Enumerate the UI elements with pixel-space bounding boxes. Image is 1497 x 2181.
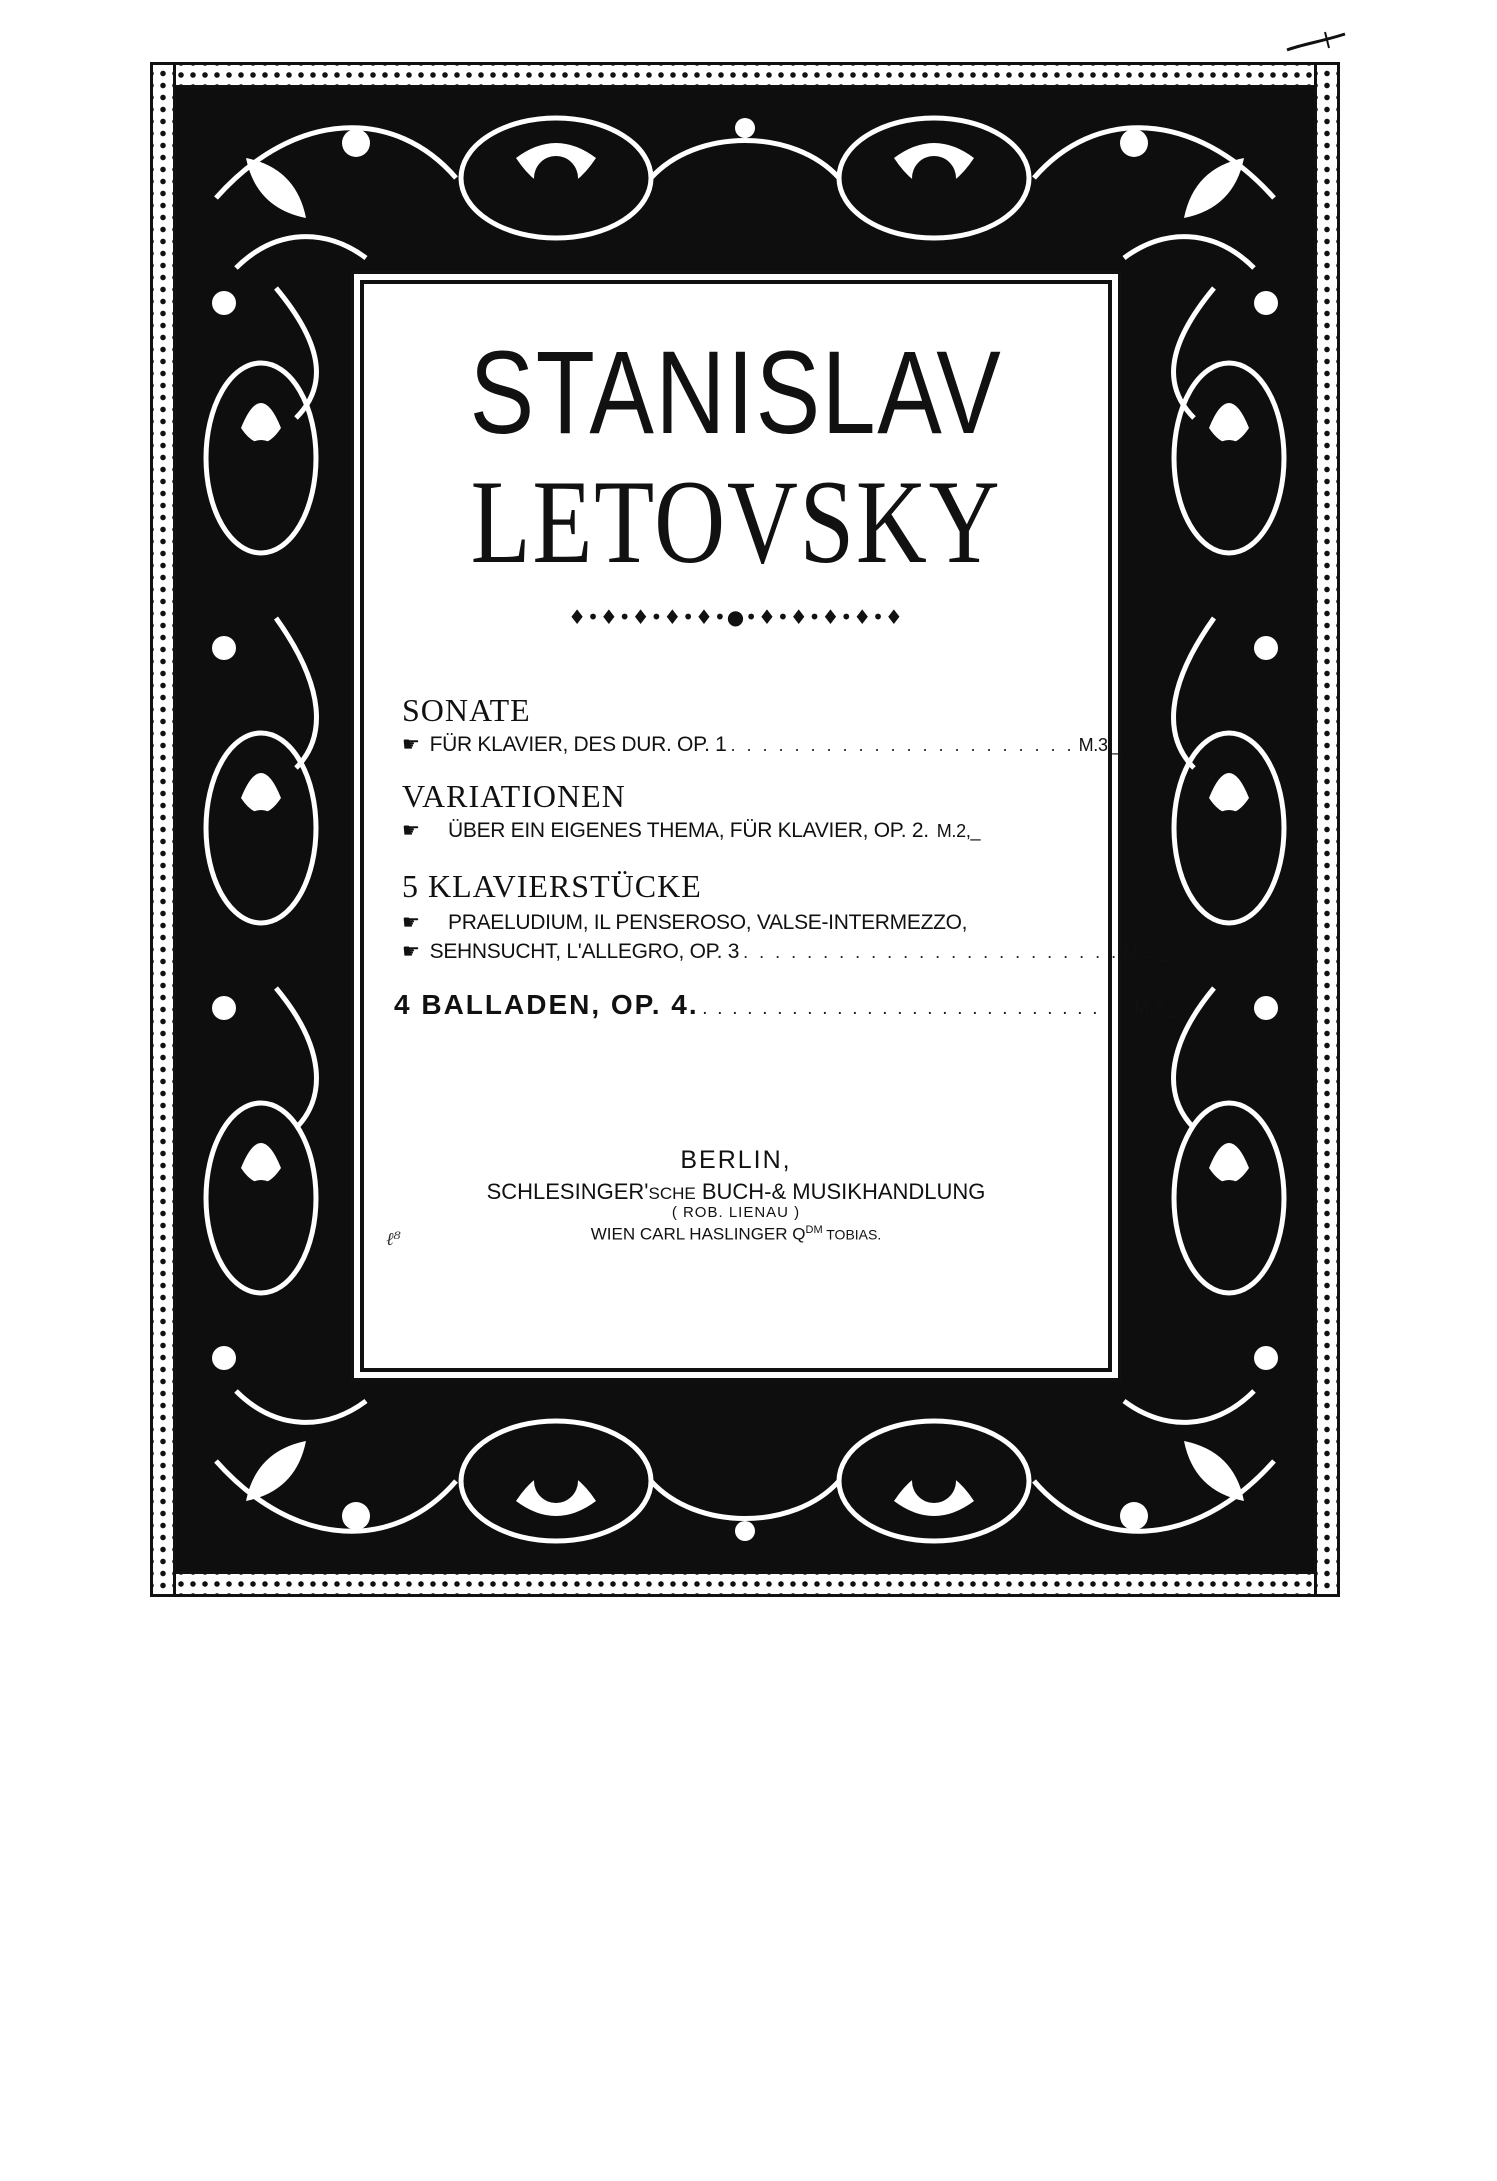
publisher-note: ( ROB. LIENAU ) bbox=[671, 1204, 801, 1221]
pointing-hand-icon: ☛ bbox=[402, 818, 420, 842]
work-title-sonate: SONATE bbox=[402, 692, 531, 728]
price: M.2,_ bbox=[1123, 942, 1167, 962]
price: M.2,_ bbox=[936, 821, 981, 841]
price: M.3,_ bbox=[1078, 735, 1123, 755]
pointing-hand-icon: ☛ bbox=[402, 939, 420, 963]
work-line: ☛ FÜR KLAVIER, DES DUR. OP. 1 . . . . . . . . . . . . . . . . . . . . . . M.3,_ bbox=[402, 732, 1123, 756]
handwritten-mark: ℓ⁸ bbox=[386, 1229, 401, 1250]
pointing-hand-icon: ☛ bbox=[402, 732, 420, 756]
work-line: ☛ PRAELUDIUM, IL PENSEROSO, VALSE-INTERMEZZO, bbox=[402, 910, 968, 934]
ornamental-divider: ♦•♦•♦•♦•♦•●•♦•♦•♦•♦•♦ bbox=[568, 605, 904, 629]
work-line: ☛ ÜBER EIN EIGENES THEMA, FÜR KLAVIER, OP. 2. M.2,_ bbox=[402, 818, 981, 842]
ink-scribble-mark bbox=[1285, 28, 1355, 58]
work-title-variationen: VARIATIONEN bbox=[402, 778, 626, 814]
publisher-name: SCHLESINGER'SCHE BUCH-& MUSIKHANDLUNG bbox=[486, 1179, 986, 1204]
title-panel bbox=[360, 280, 1180, 1372]
work-title-balladen: 4 BALLADEN, OP. 4. . . . . . . . . . . . . . . . . . . . . . . . . . . . . . M.3,_ bbox=[394, 989, 1180, 1020]
publisher-city: BERLIN, bbox=[680, 1146, 792, 1174]
price: M.3,_ bbox=[1134, 998, 1180, 1018]
composer-last-name: LETOVSKY bbox=[470, 455, 1002, 588]
pointing-hand-icon: ☛ bbox=[402, 910, 420, 934]
composer-first-name: STANISLAV bbox=[469, 327, 1003, 459]
work-title-klavierstuecke: 5 KLAVIERSTÜCKE bbox=[402, 868, 702, 904]
publisher-vienna: WIEN CARL HASLINGER $Q^{DM}$ TOBIAS. bbox=[590, 1224, 882, 1244]
work-line: ☛ SEHNSUCHT, L'ALLEGRO, OP. 3 . . . . . . . . . . . . . . . . . . . . . . . . M.2,_ bbox=[402, 939, 1167, 963]
